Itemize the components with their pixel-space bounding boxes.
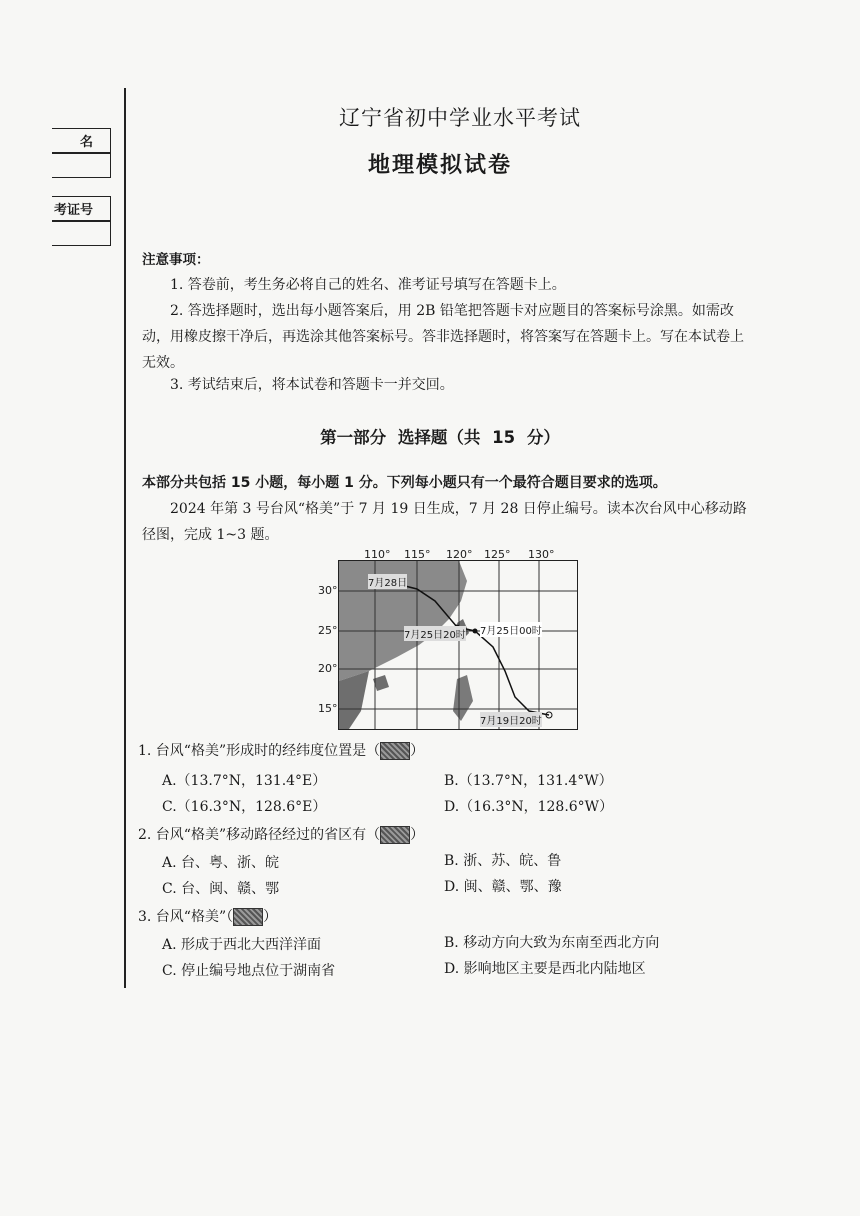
name-label: 名 xyxy=(80,135,94,150)
lat-tick-25: 25° xyxy=(318,624,338,637)
q1-option-d: D.（16.3°N，128.6°W） xyxy=(444,799,614,815)
q3-option-d: D. 影响地区主要是西北内陆地区 xyxy=(444,961,646,977)
lat-tick-15: 15° xyxy=(318,702,338,715)
question-2 xyxy=(138,824,424,844)
question-3-stem: 3. 台风“格美”（ xyxy=(138,909,234,925)
label-0725-20: 7月25日20时 xyxy=(404,626,466,641)
question-1 xyxy=(138,740,424,760)
note-item-2: 2. 答选择题时，选出每小题答案后，用 2B 铅笔把答题卡对应题目的答案标号涂黑。如需改动，用橡皮擦干净后，再选涂其他答案标号。答非选择题时，将答案写在答题卡上。写在本试卷上无效。 xyxy=(142,303,744,371)
q2-option-a: A. 台、粤、浙、皖 xyxy=(162,855,280,871)
note-item-1: 1. 答卷前，考生务必将自己的姓名、准考证号填写在答题卡上。 xyxy=(170,277,566,293)
section-intro: 本部分共包括 15 小题，每小题 1 分。下列每小题只有一个最符合题目要求的选项。 xyxy=(142,475,667,491)
label-0728: 7月28日 xyxy=(368,574,407,589)
lat-tick-20: 20° xyxy=(318,662,338,675)
q2-option-b: B. 浙、苏、皖、鲁 xyxy=(444,853,562,869)
q2-option-d: D. 闽、赣、鄂、豫 xyxy=(444,879,562,895)
lon-tick-120: 120° xyxy=(446,548,473,561)
section-title: 第一部分 选择题（共 15 分） xyxy=(320,428,560,447)
q1-option-a: A.（13.7°N，131.4°E） xyxy=(162,773,327,789)
exam-no-field xyxy=(52,220,111,246)
exam-title: 辽宁省初中学业水平考试 xyxy=(339,106,581,130)
answer-blank-2 xyxy=(380,826,410,844)
binding-line xyxy=(124,88,126,988)
question-2-stem: 2. 台风“格美”移动路径经过的省区有（ xyxy=(138,827,381,843)
exam-no-label: 考证号 xyxy=(54,203,94,218)
question-1-close: ） xyxy=(410,743,425,759)
q3-option-a: A. 形成于西北大西洋洋面 xyxy=(162,937,322,953)
question-1-stem: 1. 台风“格美”形成时的经纬度位置是（ xyxy=(138,743,381,759)
lon-tick-115: 115° xyxy=(404,548,431,561)
note-item-3: 3. 考试结束后，将本试卷和答题卡一并交回。 xyxy=(170,377,454,393)
passage: 2024 年第 3 号台风“格美”于 7 月 19 日生成，7 月 28 日停止编号。读本次台风中心移动路径图，完成 1~3 题。 xyxy=(142,501,747,543)
question-2-close: ） xyxy=(410,827,425,843)
question-3-close: ） xyxy=(263,909,278,925)
answer-blank-3 xyxy=(233,908,263,926)
label-0719-20: 7月19日20时 xyxy=(480,712,542,727)
label-0725-00: 7月25日00时 xyxy=(480,622,542,637)
q3-option-c: C. 停止编号地点位于湖南省 xyxy=(162,963,336,979)
lon-tick-130: 130° xyxy=(528,548,555,561)
lat-tick-30: 30° xyxy=(318,584,338,597)
lon-tick-110: 110° xyxy=(364,548,391,561)
lon-tick-125: 125° xyxy=(484,548,511,561)
question-3 xyxy=(138,906,277,926)
answer-blank-1 xyxy=(380,742,410,760)
q1-option-b: B.（13.7°N，131.4°W） xyxy=(444,773,613,789)
indochina-land xyxy=(339,671,369,729)
q1-option-c: C.（16.3°N，128.6°E） xyxy=(162,799,327,815)
notes-heading: 注意事项： xyxy=(142,252,210,268)
q2-option-c: C. 台、闽、赣、鄂 xyxy=(162,881,280,897)
paper-title: 地理模拟试卷 xyxy=(367,153,512,178)
philippines-land xyxy=(453,675,473,721)
point-0725-00 xyxy=(473,629,478,634)
q3-option-b: B. 移动方向大致为东南至西北方向 xyxy=(444,935,660,951)
